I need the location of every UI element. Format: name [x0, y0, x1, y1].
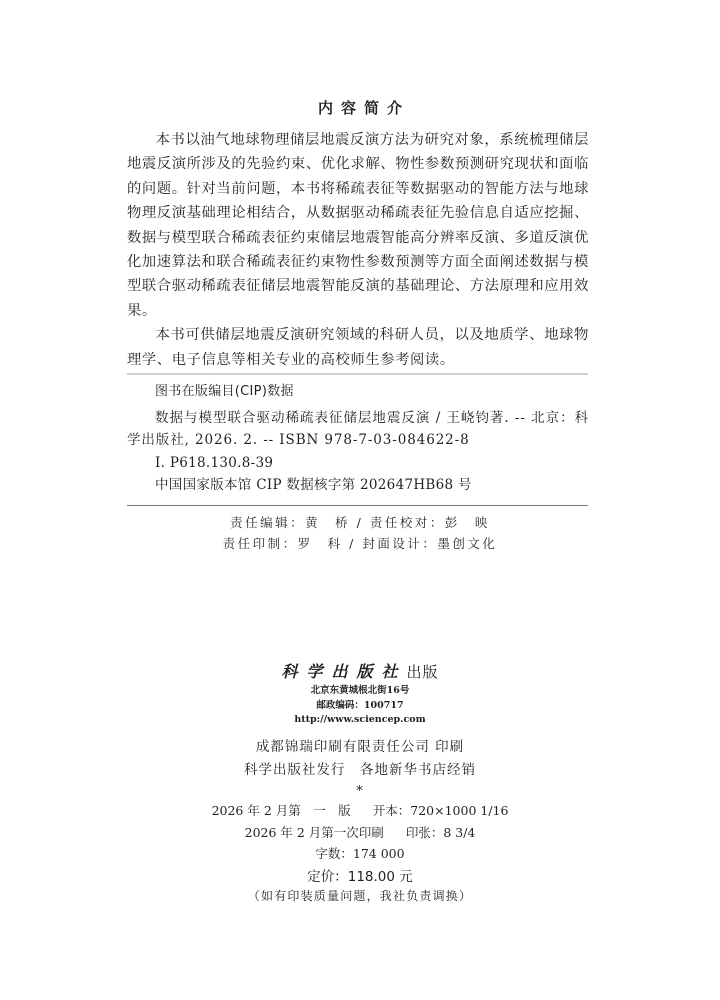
separator-asterisk: *	[356, 784, 364, 799]
publisher-website: http://www.sciencep.com	[294, 714, 426, 725]
printed-sheets: 印张：8 3/4	[405, 824, 476, 840]
edition-date: 2026 年 2 月第 一 版	[211, 803, 351, 818]
quality-notice: （如有印装质量问题，我社负责调换）	[247, 888, 473, 903]
intro-title: 内容简介	[317, 99, 410, 117]
distribution-line: 科学出版社发行 各地新华书店经销	[244, 762, 476, 778]
edition-row	[0, 800, 720, 822]
printer-line: 成都锦瑞印刷有限责任公司 印刷	[255, 739, 465, 755]
editorial-staff	[0, 512, 720, 554]
publisher-suffix: 出版	[406, 663, 439, 681]
cip-classification: Ⅰ. P618.130.8-39	[155, 454, 274, 471]
print-date: 2026 年 2 月第一次印刷	[244, 824, 384, 840]
publisher-name: 科学出版社	[281, 662, 407, 681]
publisher-postcode: 邮政编码：100717	[316, 699, 404, 711]
publisher-logo	[0, 660, 720, 684]
publisher-block	[0, 660, 720, 728]
intro-paragraph-2: 本书可供储层地震反演研究领域的科研人员，以及地质学、地球物理学、电子信息等相关专业的高校师生参考阅读。	[127, 327, 589, 368]
printing-block	[0, 736, 720, 802]
cip-data-block	[127, 381, 589, 497]
cip-record-number: 中国国家版本馆 CIP 数据核字第 202647HB68 号	[155, 477, 472, 493]
format-size: 开本：720×1000 1/16	[372, 803, 509, 818]
word-count: 字数：174 000	[315, 846, 405, 861]
cip-top-divider	[127, 373, 588, 375]
print-row	[0, 822, 720, 844]
intro-paragraph-1: 本书以油气地球物理储层地震反演方法为研究对象，系统梳理储层地震反演所涉及的先验约束、优化求解、物性参数预测研究现状和面临的问题。针对当前问题，本书将稀疏表征等数据驱动的智能方法与地球物理反演基础理论相结合，从数据驱动稀疏表征先验信息自适应挖掘、数据与模型联合稀疏表征约束储层地震智能高分辨率反演、多道反演优化加速算法和联合稀疏表征约束物性参数预测等方面全面阐述数据与模型联合驱动稀疏表征储层地震智能反演的基础理论、方法原理和应用效果。	[127, 132, 589, 319]
edition-block	[0, 800, 720, 905]
staff-line-editors: 责任编辑：黄 桥 / 责任校对：彭 映	[230, 515, 490, 530]
intro-body	[127, 128, 589, 372]
cip-heading: 图书在版编目(CIP)数据	[155, 384, 294, 399]
price: 定价：118.00 元	[307, 868, 413, 885]
publisher-address: 北京东黄城根北街16号	[310, 685, 410, 696]
cip-description: 数据与模型联合驱动稀疏表征储层地震反演 / 王峣钧著. -- 北京：科学出版社, 2026. 2. -- ISBN 978-7-03-084622-8	[127, 409, 589, 448]
staff-line-production: 责任印制：罗 科 / 封面设计：墨创文化	[222, 536, 498, 551]
cip-bottom-divider	[127, 505, 588, 506]
